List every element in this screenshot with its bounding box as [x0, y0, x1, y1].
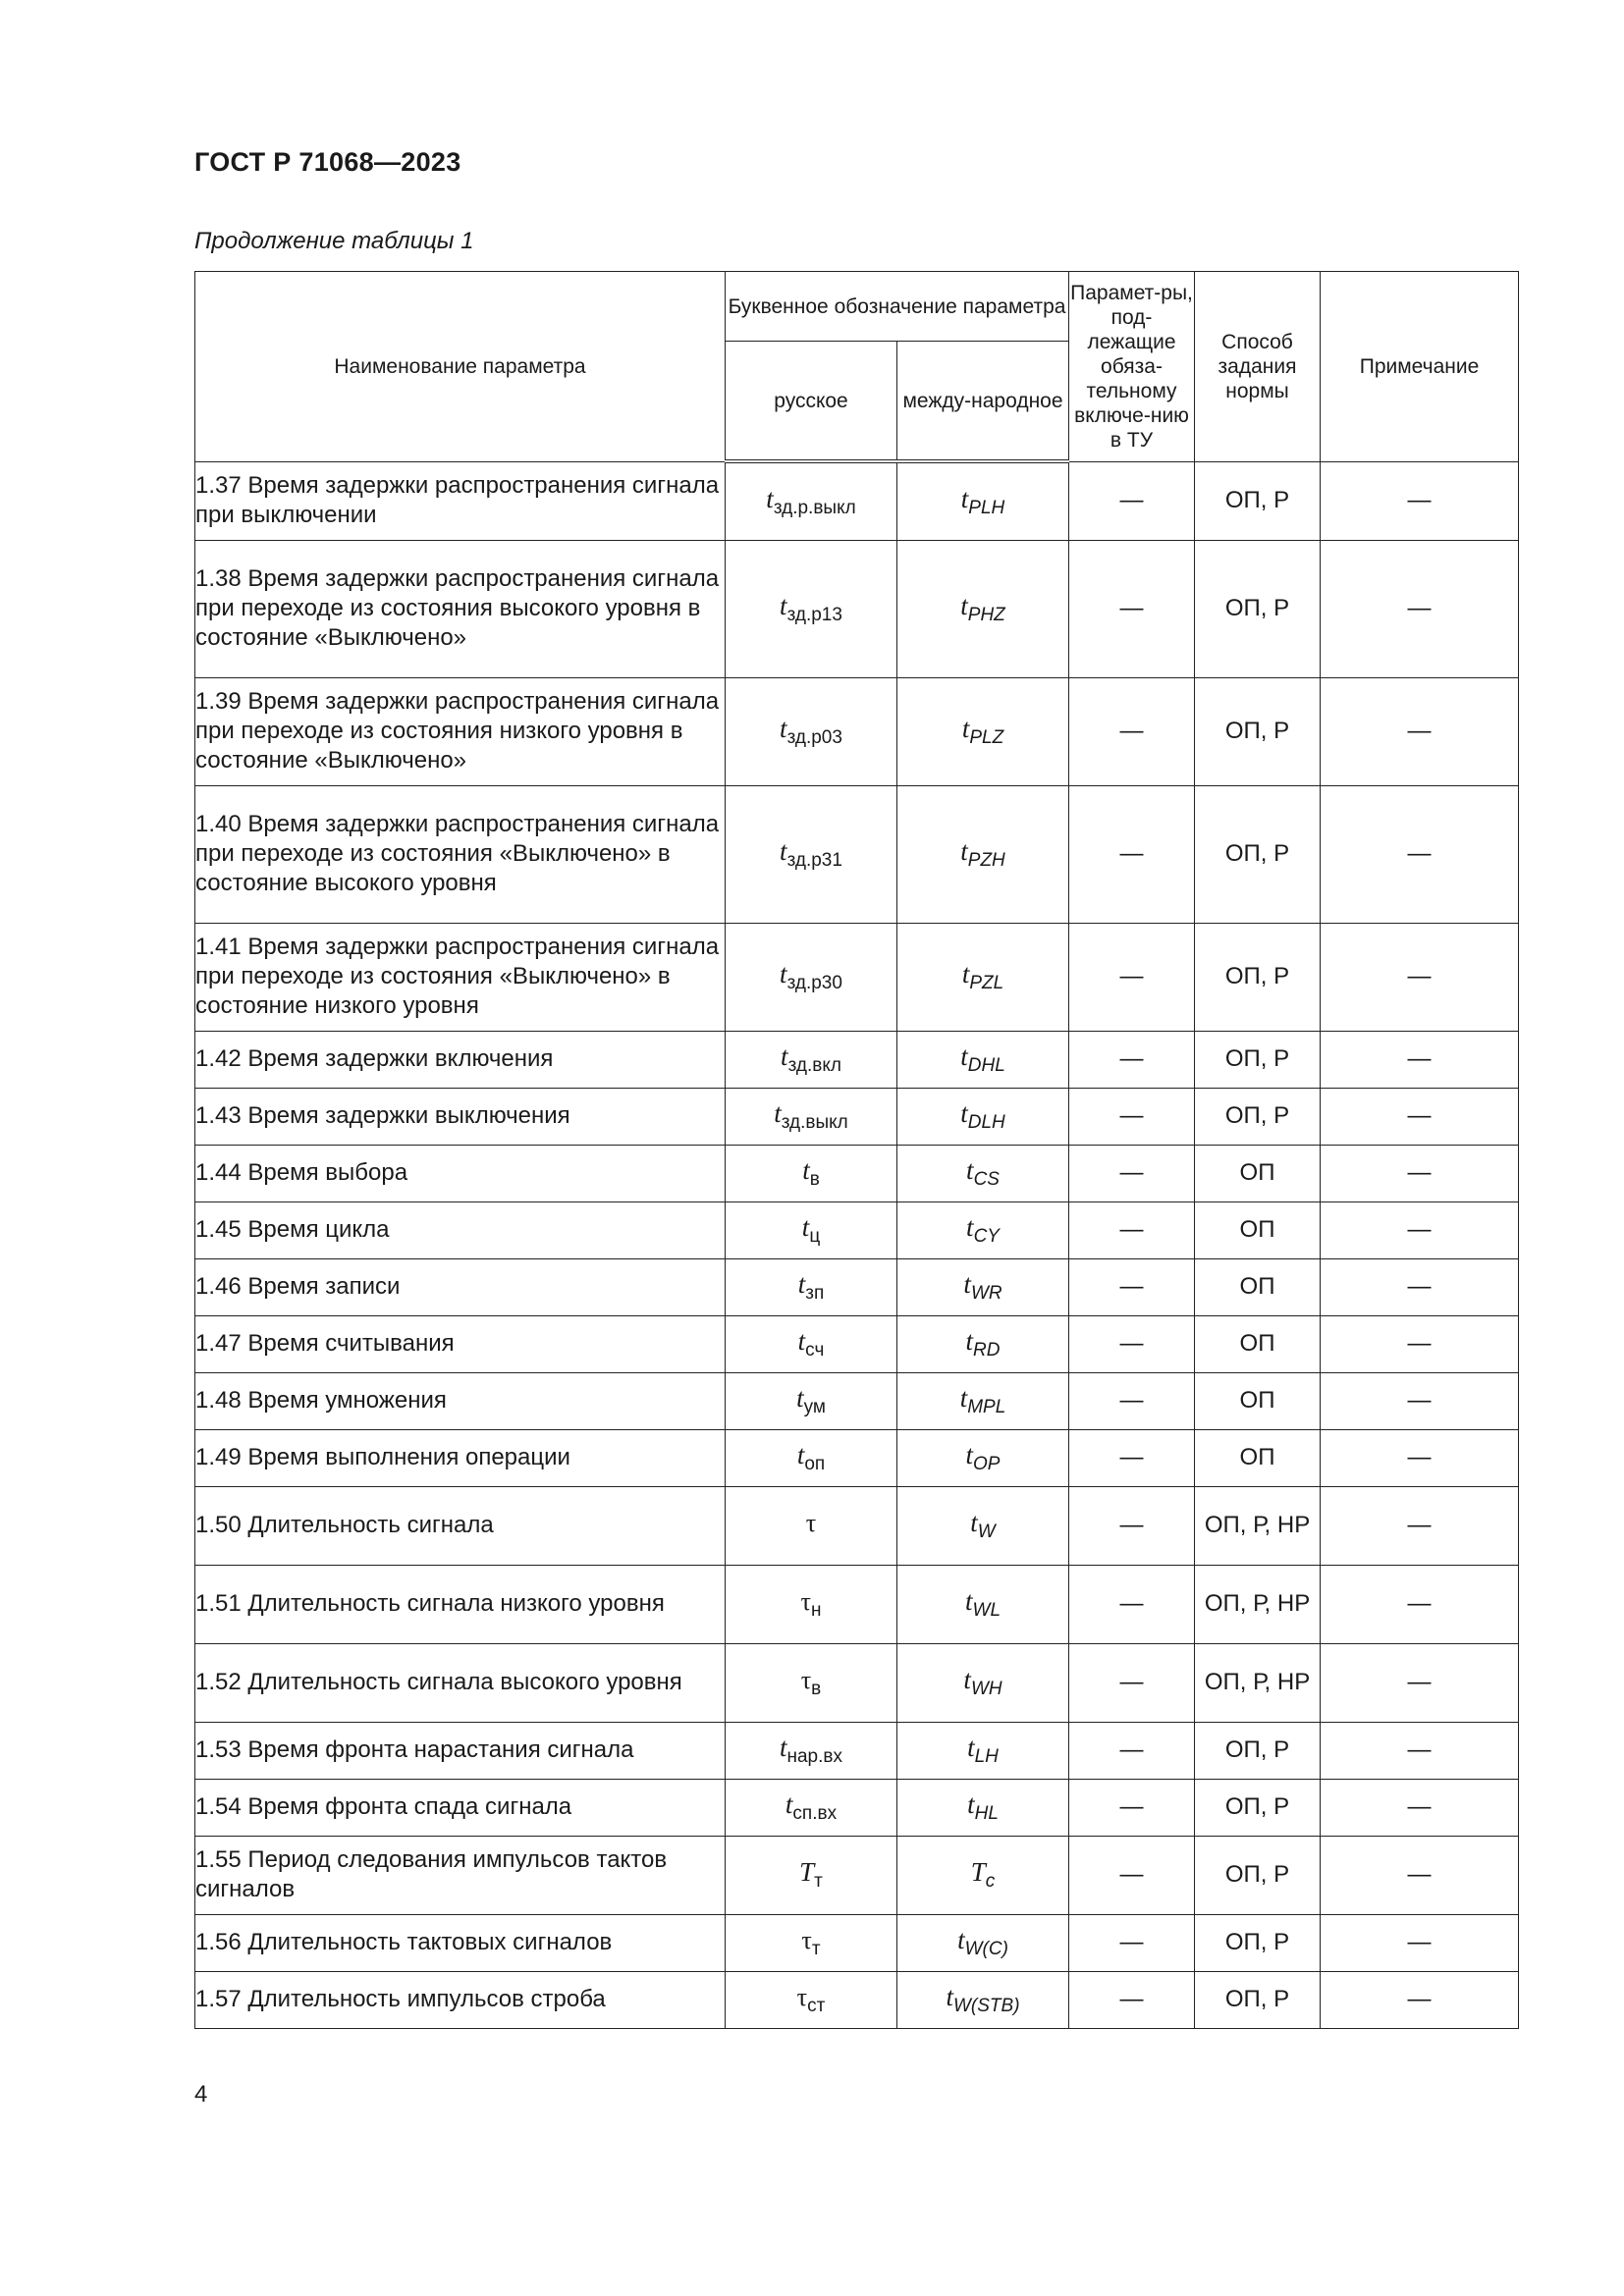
parameter-name: 1.56 Длительность тактовых сигналов: [195, 1914, 726, 1971]
table-row: [195, 1486, 1519, 1565]
international-symbol-base: t: [959, 1383, 968, 1413]
international-symbol-base: t: [960, 591, 968, 620]
russian-symbol-subscript: сп.вх: [792, 1803, 838, 1824]
international-symbol-subscript: PZH: [967, 850, 1005, 871]
international-symbol-base: t: [960, 1041, 968, 1071]
international-symbol-subscript: PLH: [968, 497, 1005, 518]
russian-symbol-base: t: [779, 1733, 787, 1762]
parameter-name: 1.37 Время задержки распространения сигнала при выключении: [195, 461, 726, 540]
international-symbol-subscript: PHZ: [967, 605, 1005, 625]
russian-symbol: [726, 1372, 897, 1429]
column-header-mandatory-tu: Парамет-ры, под-лежащие обяза-тельному включе-нию в ТУ: [1069, 272, 1195, 462]
table-row: [195, 1643, 1519, 1722]
russian-symbol-subscript: зп: [805, 1283, 825, 1304]
russian-symbol: [726, 1971, 897, 2028]
russian-symbol: [726, 1201, 897, 1258]
international-symbol-subscript: W(STB): [952, 1996, 1020, 2016]
international-symbol-subscript: RD: [973, 1340, 1001, 1361]
international-symbol: [897, 1722, 1069, 1779]
international-symbol-base: t: [946, 1982, 953, 2011]
note-cell: —: [1321, 1258, 1519, 1315]
international-symbol-subscript: CY: [973, 1226, 1000, 1247]
page-number: 4: [194, 2081, 208, 2108]
mandatory-tu-cell: —: [1069, 1971, 1195, 2028]
russian-symbol-base: t: [781, 1041, 788, 1071]
parameter-name: 1.51 Длительность сигнала низкого уровня: [195, 1565, 726, 1643]
russian-symbol-subscript: зд.вкл: [787, 1055, 841, 1076]
parameter-name: 1.48 Время умножения: [195, 1372, 726, 1429]
mandatory-tu-cell: —: [1069, 677, 1195, 785]
russian-symbol-subscript: зд.р31: [786, 850, 842, 871]
parameter-name: 1.57 Длительность импульсов строба: [195, 1971, 726, 2028]
international-symbol: [897, 1643, 1069, 1722]
russian-symbol-base: τ: [796, 1982, 808, 2011]
russian-symbol-base: T: [799, 1857, 815, 1887]
international-symbol-base: t: [961, 714, 970, 743]
russian-symbol-base: τ: [805, 1508, 817, 1537]
table-row: [195, 1258, 1519, 1315]
international-symbol-subscript: W(C): [964, 1939, 1008, 1959]
method-cell: ОП, Р: [1195, 785, 1321, 923]
international-symbol: [897, 677, 1069, 785]
note-cell: —: [1321, 785, 1519, 923]
russian-symbol-subscript: зд.выкл: [781, 1112, 848, 1133]
parameter-name: 1.42 Время задержки включения: [195, 1031, 726, 1088]
international-symbol: [897, 1779, 1069, 1836]
table-row: [195, 923, 1519, 1031]
note-cell: —: [1321, 923, 1519, 1031]
column-header-letter-group: Буквенное обозначение параметра: [726, 272, 1069, 342]
russian-symbol: [726, 1486, 897, 1565]
parameter-name: 1.55 Период следования импульсов тактов сигналов: [195, 1836, 726, 1914]
table-row: [195, 1145, 1519, 1201]
table-row: [195, 1779, 1519, 1836]
method-cell: ОП, Р: [1195, 677, 1321, 785]
column-header-note: Примечание: [1321, 272, 1519, 462]
russian-symbol: [726, 1429, 897, 1486]
table-row: [195, 1722, 1519, 1779]
international-symbol-base: T: [970, 1857, 986, 1887]
international-symbol: [897, 540, 1069, 677]
international-symbol-subscript: PZL: [969, 973, 1004, 993]
russian-symbol-base: t: [780, 591, 787, 620]
international-symbol: [897, 1971, 1069, 2028]
russian-symbol-subscript: т: [811, 1938, 821, 1959]
method-cell: ОП, Р: [1195, 1836, 1321, 1914]
international-symbol-subscript: DLH: [967, 1112, 1005, 1133]
russian-symbol: [726, 1722, 897, 1779]
russian-symbol-subscript: в: [809, 1169, 820, 1190]
method-cell: ОП: [1195, 1372, 1321, 1429]
international-symbol-subscript: W: [977, 1522, 996, 1542]
russian-symbol: [726, 1565, 897, 1643]
method-cell: ОП, Р: [1195, 540, 1321, 677]
note-cell: —: [1321, 1145, 1519, 1201]
russian-symbol: [726, 1315, 897, 1372]
note-cell: —: [1321, 1722, 1519, 1779]
note-cell: —: [1321, 677, 1519, 785]
table-row: [195, 1372, 1519, 1429]
parameter-name: 1.44 Время выбора: [195, 1145, 726, 1201]
mandatory-tu-cell: —: [1069, 785, 1195, 923]
russian-symbol-subscript: ц: [809, 1226, 821, 1247]
mandatory-tu-cell: —: [1069, 1145, 1195, 1201]
international-symbol-subscript: WH: [970, 1679, 1002, 1699]
international-symbol: [897, 1031, 1069, 1088]
international-symbol: [897, 1145, 1069, 1201]
russian-symbol-base: t: [774, 1098, 782, 1128]
international-symbol-base: t: [967, 1789, 975, 1819]
international-symbol-base: t: [970, 1508, 978, 1537]
mandatory-tu-cell: —: [1069, 461, 1195, 540]
column-header-russian: русское: [726, 342, 897, 462]
russian-symbol: [726, 540, 897, 677]
mandatory-tu-cell: —: [1069, 1565, 1195, 1643]
mandatory-tu-cell: —: [1069, 1088, 1195, 1145]
method-cell: ОП, Р: [1195, 1971, 1321, 2028]
table-row: [195, 1088, 1519, 1145]
parameter-name: 1.43 Время задержки выключения: [195, 1088, 726, 1145]
international-symbol: [897, 1372, 1069, 1429]
mandatory-tu-cell: —: [1069, 1643, 1195, 1722]
international-symbol: [897, 1315, 1069, 1372]
russian-symbol-subscript: зд.р30: [786, 973, 842, 993]
table-row: [195, 677, 1519, 785]
international-symbol-base: t: [966, 1155, 974, 1185]
international-symbol-base: t: [965, 1440, 974, 1469]
international-symbol-subscript: OP: [973, 1454, 1001, 1474]
table-row: [195, 1429, 1519, 1486]
russian-symbol-base: t: [780, 836, 787, 866]
method-cell: ОП: [1195, 1201, 1321, 1258]
mandatory-tu-cell: —: [1069, 1836, 1195, 1914]
russian-symbol-base: t: [801, 1212, 810, 1242]
note-cell: —: [1321, 540, 1519, 677]
russian-symbol: [726, 1643, 897, 1722]
parameter-name: 1.45 Время цикла: [195, 1201, 726, 1258]
russian-symbol-subscript: ум: [803, 1397, 826, 1417]
russian-symbol-base: t: [802, 1155, 810, 1185]
mandatory-tu-cell: —: [1069, 1779, 1195, 1836]
table-body: [195, 461, 1519, 2028]
mandatory-tu-cell: —: [1069, 1429, 1195, 1486]
note-cell: —: [1321, 1643, 1519, 1722]
note-cell: —: [1321, 1429, 1519, 1486]
russian-symbol-subscript: нар.вх: [786, 1746, 842, 1767]
international-symbol-base: t: [965, 1586, 973, 1616]
method-cell: ОП, Р, НР: [1195, 1565, 1321, 1643]
russian-symbol: [726, 1088, 897, 1145]
table-row: [195, 785, 1519, 923]
international-symbol-base: t: [967, 1733, 975, 1762]
column-header-method: Способ задания нормы: [1195, 272, 1321, 462]
international-symbol-subscript: PLZ: [969, 727, 1004, 748]
note-cell: —: [1321, 461, 1519, 540]
parameters-table: [194, 271, 1519, 2029]
international-symbol-subscript: WR: [970, 1283, 1002, 1304]
international-symbol: [897, 1201, 1069, 1258]
note-cell: —: [1321, 1031, 1519, 1088]
russian-symbol-subscript: зд.р.выкл: [773, 497, 856, 518]
russian-symbol: [726, 677, 897, 785]
table-row: [195, 1836, 1519, 1914]
parameter-name: 1.40 Время задержки распространения сигнала при переходе из состояния «Выключено» в состояние высокого уровня: [195, 785, 726, 923]
mandatory-tu-cell: —: [1069, 1914, 1195, 1971]
note-cell: —: [1321, 1565, 1519, 1643]
mandatory-tu-cell: —: [1069, 540, 1195, 677]
parameter-name: 1.39 Время задержки распространения сигнала при переходе из состояния низкого уровня в состояние «Выключено»: [195, 677, 726, 785]
international-symbol: [897, 1486, 1069, 1565]
parameter-name: 1.52 Длительность сигнала высокого уровня: [195, 1643, 726, 1722]
method-cell: ОП, Р: [1195, 1722, 1321, 1779]
mandatory-tu-cell: —: [1069, 1201, 1195, 1258]
international-symbol-base: t: [965, 1326, 974, 1356]
method-cell: ОП, Р: [1195, 1914, 1321, 1971]
parameter-name: 1.38 Время задержки распространения сигнала при переходе из состояния высокого уровня в состояние «Выключено»: [195, 540, 726, 677]
international-symbol-subscript: WL: [972, 1600, 1001, 1621]
parameter-name: 1.53 Время фронта нарастания сигнала: [195, 1722, 726, 1779]
russian-symbol: [726, 785, 897, 923]
russian-symbol-base: t: [797, 1326, 806, 1356]
international-symbol: [897, 1836, 1069, 1914]
international-symbol-subscript: c: [985, 1871, 996, 1892]
russian-symbol: [726, 1836, 897, 1914]
mandatory-tu-cell: —: [1069, 1315, 1195, 1372]
note-cell: —: [1321, 1914, 1519, 1971]
note-cell: —: [1321, 1486, 1519, 1565]
international-symbol: [897, 1914, 1069, 1971]
international-symbol-subscript: DHL: [967, 1055, 1005, 1076]
russian-symbol: [726, 461, 897, 540]
note-cell: —: [1321, 1201, 1519, 1258]
russian-symbol: [726, 1914, 897, 1971]
russian-symbol: [726, 1145, 897, 1201]
parameter-name: 1.46 Время записи: [195, 1258, 726, 1315]
parameter-name: 1.41 Время задержки распространения сигнала при переходе из состояния «Выключено» в состояние низкого уровня: [195, 923, 726, 1031]
method-cell: ОП, Р: [1195, 923, 1321, 1031]
note-cell: —: [1321, 1372, 1519, 1429]
international-symbol-base: t: [960, 1098, 968, 1128]
international-symbol: [897, 923, 1069, 1031]
parameter-name: 1.54 Время фронта спада сигнала: [195, 1779, 726, 1836]
table-row: [195, 461, 1519, 540]
russian-symbol-base: t: [780, 714, 787, 743]
international-symbol: [897, 1429, 1069, 1486]
russian-symbol-base: t: [785, 1789, 793, 1819]
russian-symbol-base: τ: [800, 1665, 812, 1694]
method-cell: ОП, Р, НР: [1195, 1486, 1321, 1565]
note-cell: —: [1321, 1315, 1519, 1372]
mandatory-tu-cell: —: [1069, 923, 1195, 1031]
international-symbol-base: t: [960, 836, 968, 866]
mandatory-tu-cell: —: [1069, 1486, 1195, 1565]
parameter-name: 1.47 Время считывания: [195, 1315, 726, 1372]
table-row: [195, 1914, 1519, 1971]
international-symbol-subscript: LH: [974, 1746, 999, 1767]
russian-symbol-base: t: [780, 959, 787, 988]
russian-symbol-subscript: в: [811, 1678, 822, 1699]
note-cell: —: [1321, 1088, 1519, 1145]
international-symbol-base: t: [960, 483, 969, 513]
method-cell: ОП: [1195, 1429, 1321, 1486]
russian-symbol-base: τ: [801, 1925, 812, 1954]
mandatory-tu-cell: —: [1069, 1031, 1195, 1088]
international-symbol: [897, 785, 1069, 923]
russian-symbol-subscript: ст: [807, 1995, 826, 2016]
table-caption: Продолжение таблицы 1: [194, 228, 474, 254]
russian-symbol: [726, 923, 897, 1031]
international-symbol: [897, 1258, 1069, 1315]
table-row: [195, 1031, 1519, 1088]
international-symbol: [897, 461, 1069, 540]
method-cell: ОП: [1195, 1315, 1321, 1372]
russian-symbol-base: t: [797, 1269, 806, 1299]
russian-symbol-base: t: [796, 1440, 805, 1469]
mandatory-tu-cell: —: [1069, 1722, 1195, 1779]
table-row: [195, 1971, 1519, 2028]
international-symbol-subscript: HL: [974, 1803, 999, 1824]
method-cell: ОП, Р: [1195, 1088, 1321, 1145]
column-header-international: между-народное: [897, 342, 1069, 462]
russian-symbol-subscript: сч: [805, 1340, 825, 1361]
method-cell: ОП: [1195, 1145, 1321, 1201]
international-symbol: [897, 1088, 1069, 1145]
note-cell: —: [1321, 1971, 1519, 2028]
method-cell: ОП: [1195, 1258, 1321, 1315]
method-cell: ОП, Р, НР: [1195, 1643, 1321, 1722]
method-cell: ОП, Р: [1195, 1779, 1321, 1836]
russian-symbol-base: τ: [800, 1586, 811, 1616]
mandatory-tu-cell: —: [1069, 1258, 1195, 1315]
russian-symbol-base: t: [796, 1383, 804, 1413]
parameter-name: 1.50 Длительность сигнала: [195, 1486, 726, 1565]
table-row: [195, 1201, 1519, 1258]
international-symbol-subscript: MPL: [967, 1397, 1006, 1417]
russian-symbol: [726, 1258, 897, 1315]
method-cell: ОП, Р: [1195, 1031, 1321, 1088]
international-symbol-base: t: [963, 1665, 971, 1694]
international-symbol-base: t: [966, 1212, 974, 1242]
international-symbol: [897, 1565, 1069, 1643]
russian-symbol: [726, 1779, 897, 1836]
russian-symbol-subscript: зд.р03: [786, 727, 842, 748]
document-header: ГОСТ Р 71068—2023: [194, 147, 461, 177]
note-cell: —: [1321, 1836, 1519, 1914]
note-cell: —: [1321, 1779, 1519, 1836]
international-symbol-subscript: CS: [973, 1169, 1000, 1190]
russian-symbol-subscript: н: [810, 1599, 822, 1621]
table-row: [195, 1565, 1519, 1643]
international-symbol-base: t: [957, 1925, 965, 1954]
russian-symbol-base: t: [766, 483, 774, 513]
column-header-name: Наименование параметра: [195, 272, 726, 462]
international-symbol-base: t: [961, 959, 970, 988]
method-cell: ОП, Р: [1195, 461, 1321, 540]
russian-symbol: [726, 1031, 897, 1088]
table-row: [195, 540, 1519, 677]
mandatory-tu-cell: —: [1069, 1372, 1195, 1429]
international-symbol-base: t: [963, 1269, 971, 1299]
russian-symbol-subscript: оп: [804, 1454, 826, 1474]
parameter-name: 1.49 Время выполнения операции: [195, 1429, 726, 1486]
russian-symbol-subscript: зд.р13: [786, 605, 842, 625]
russian-symbol-subscript: т: [814, 1871, 823, 1892]
table-row: [195, 1315, 1519, 1372]
